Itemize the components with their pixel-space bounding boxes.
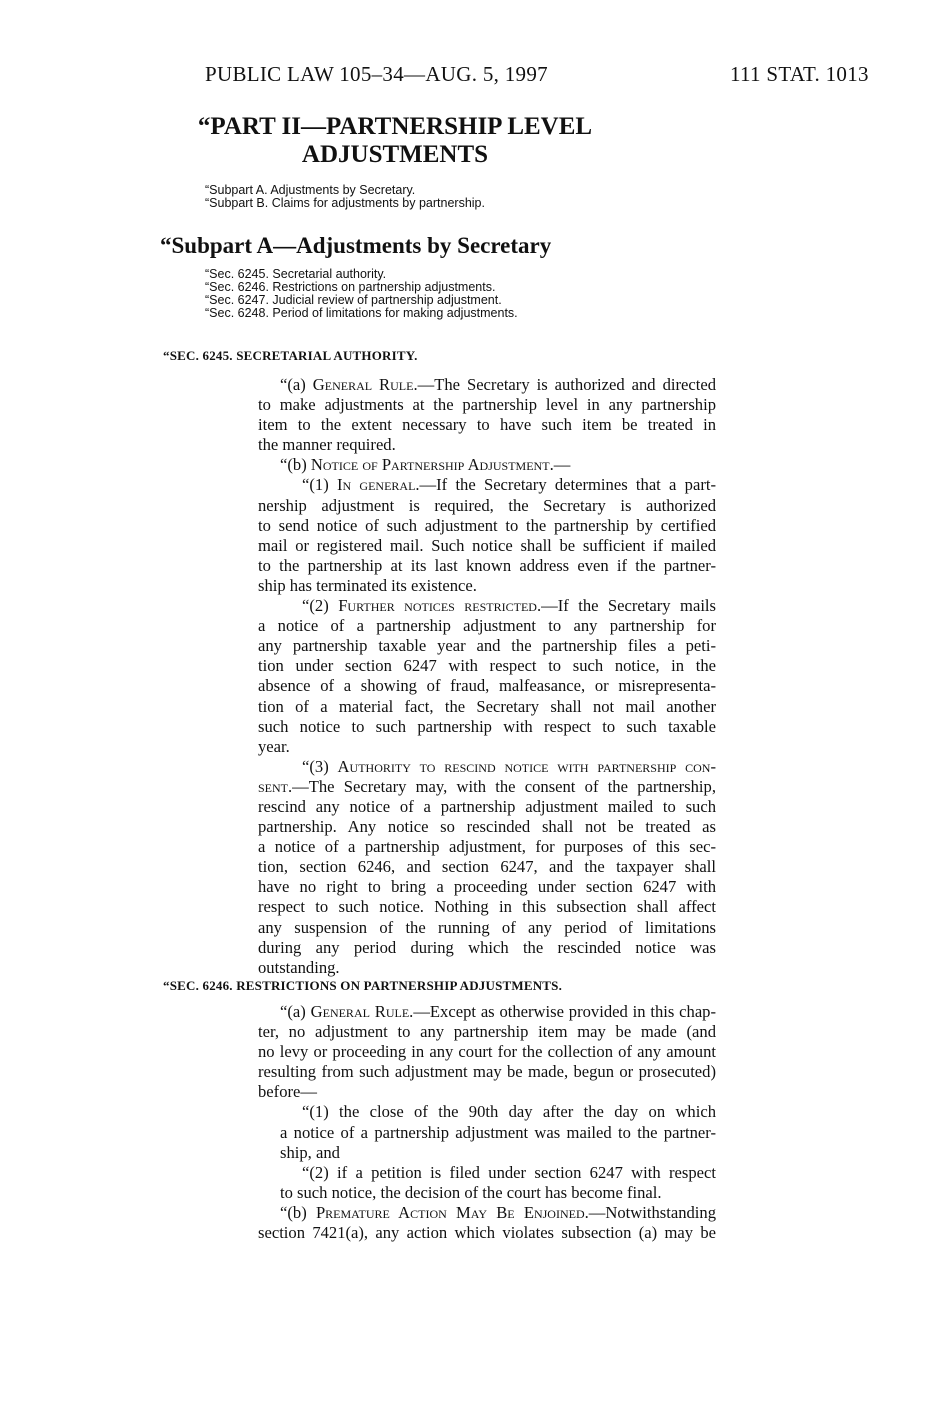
section-table-of-contents (205, 268, 518, 320)
text-line: tion, section 6246, and section 6247, and the taxpayer shall (258, 857, 716, 877)
toc-entry: “Sec. 6245. Secretarial authority. (205, 267, 387, 281)
subpart-table-of-contents (205, 184, 485, 210)
paragraph (258, 1163, 716, 1203)
paragraph (258, 475, 716, 596)
text-line: to make adjustments at the partnership level in any partnership (258, 395, 716, 415)
paragraph (258, 596, 716, 757)
run-in-heading: sent (258, 776, 288, 796)
text-run: “(2) (302, 596, 339, 616)
text-line (258, 375, 716, 395)
text-line: mail or registered mail. Such notice shall be sufficient if mailed (258, 535, 716, 555)
text-line: rescind any notice of a partnership adjustment mailed to such (258, 796, 716, 816)
text-line: item to the extent necessary to have such item be treated in (258, 415, 716, 435)
paragraph (258, 1002, 716, 1102)
text-line: tion under section 6247 with respect to such notice, in the (258, 656, 716, 676)
part-title-line: “PART II—PARTNERSHIP LEVEL (197, 113, 593, 140)
text-line: to such notice, the decision of the court has become final. (280, 1182, 662, 1202)
text-line: to the partnership at its last known address even if the partner- (258, 555, 716, 575)
text-line: ship, and (280, 1142, 340, 1162)
text-line (258, 455, 716, 475)
run-in-heading: General Rule (310, 1002, 410, 1021)
part-title-line: ADJUSTMENTS (301, 141, 489, 168)
paragraph (258, 455, 716, 475)
text-line: no levy or proceeding in any court for the collection of any amount (258, 1042, 716, 1062)
toc-entry: “Sec. 6248. Period of limitations for making adjustments. (205, 306, 518, 320)
running-header-law: PUBLIC LAW 105–34—AUG. 5, 1997 (205, 62, 548, 86)
section-6246-body (258, 1002, 716, 1243)
run-in-heading: Authority to rescind notice with partnership con- (337, 756, 716, 776)
paragraph (258, 375, 716, 455)
text-line (258, 1203, 716, 1223)
section-heading-6245: “SEC. 6245. SECRETARIAL AUTHORITY. (163, 348, 418, 363)
text-line: “(1) the close of the 90th day after the day on which (302, 1102, 716, 1122)
text-run: .—The Secretary may, with the consent of the partnership, (288, 776, 716, 796)
section-heading-6246: “SEC. 6246. RESTRICTIONS ON PARTNERSHIP ADJUSTMENTS. (163, 978, 563, 993)
text-line: ship has terminated its existence. (258, 575, 477, 595)
text-line: section 7421(a), any action which violates subsection (a) may be (258, 1223, 716, 1243)
toc-entry: “Subpart A. Adjustments by Secretary. (205, 183, 416, 197)
text-line: a notice of a partnership adjustment, for purposes of this sec- (258, 837, 716, 857)
text-run: “(b) (280, 1202, 316, 1222)
text-line: absence of a showing of fraud, malfeasance, or misrepresenta- (258, 676, 716, 696)
text-run: .— (549, 455, 571, 475)
paragraph (258, 1203, 716, 1243)
text-line (258, 475, 716, 495)
text-line: a notice of a partnership adjustment was mailed to the partner- (280, 1122, 716, 1142)
text-line: resulting from such adjustment may be made, begun or prosecuted) (258, 1062, 716, 1082)
text-line: outstanding. (258, 957, 340, 977)
text-line (258, 1002, 716, 1022)
text-line: any partnership taxable year and the partnership files a peti- (258, 636, 716, 656)
paragraph (258, 757, 716, 978)
text-line: partnership. Any notice so rescinded shall not be treated as (258, 817, 716, 837)
text-line (258, 757, 716, 777)
run-in-heading: Notice of Partnership Adjustment (310, 455, 550, 475)
text-line: have no right to bring a proceeding under section 6247 with (258, 877, 716, 897)
text-line: the manner required. (258, 435, 396, 455)
text-run: .—If the Secretary determines that a part- (415, 475, 716, 495)
text-run: .—Except as otherwise provided in this chap- (409, 1002, 717, 1021)
section-6245-body (258, 375, 716, 978)
text-line: any suspension of the running of any period of limitations (258, 917, 716, 937)
text-line: before— (258, 1082, 317, 1102)
running-header-page: 111 STAT. 1013 (730, 62, 869, 86)
text-run: .—The Secretary is authorized and directed (413, 375, 717, 394)
text-line: such notice to such partnership with respect to such taxable (258, 716, 716, 736)
text-run: .—Notwithstanding (584, 1202, 716, 1222)
text-line: respect to such notice. Nothing in this subsection shall affect (258, 897, 716, 917)
run-in-heading: Premature Action May Be Enjoined (315, 1202, 585, 1222)
text-run: “(a) (280, 375, 313, 394)
text-line: “(2) if a petition is filed under section 6247 with respect (302, 1162, 716, 1182)
text-run: “(a) (280, 1002, 311, 1021)
text-line (258, 596, 716, 616)
part-title (150, 113, 640, 169)
run-in-heading: General Rule (312, 375, 414, 394)
toc-entry: “Sec. 6247. Judicial review of partnership adjustment. (205, 293, 502, 307)
text-run: “(1) (302, 475, 337, 495)
text-line: year. (258, 736, 290, 756)
text-run: “(b) (280, 455, 311, 475)
text-line: during any period during which the rescinded notice was (258, 937, 716, 957)
text-run: “(3) (302, 756, 338, 776)
run-in-heading: In general (336, 475, 416, 495)
text-line: nership adjustment is required, the Secretary is authorized (258, 495, 716, 515)
toc-entry: “Sec. 6246. Restrictions on partnership adjustments. (205, 280, 496, 294)
text-line: tion of a material fact, the Secretary shall not mail another (258, 696, 716, 716)
subpart-heading: “Subpart A—Adjustments by Secretary (160, 233, 552, 258)
toc-entry: “Subpart B. Claims for adjustments by partnership. (205, 196, 485, 210)
text-run: .—If the Secretary mails (536, 596, 716, 616)
text-line: ter, no adjustment to any partnership item may be made (and (258, 1022, 716, 1042)
run-in-heading: Further notices restricted (338, 596, 537, 616)
text-line (258, 777, 716, 797)
paragraph (258, 1102, 716, 1162)
text-line: to send notice of such adjustment to the partnership by certified (258, 515, 716, 535)
text-line: a notice of a partnership adjustment to any partnership for (258, 616, 716, 636)
